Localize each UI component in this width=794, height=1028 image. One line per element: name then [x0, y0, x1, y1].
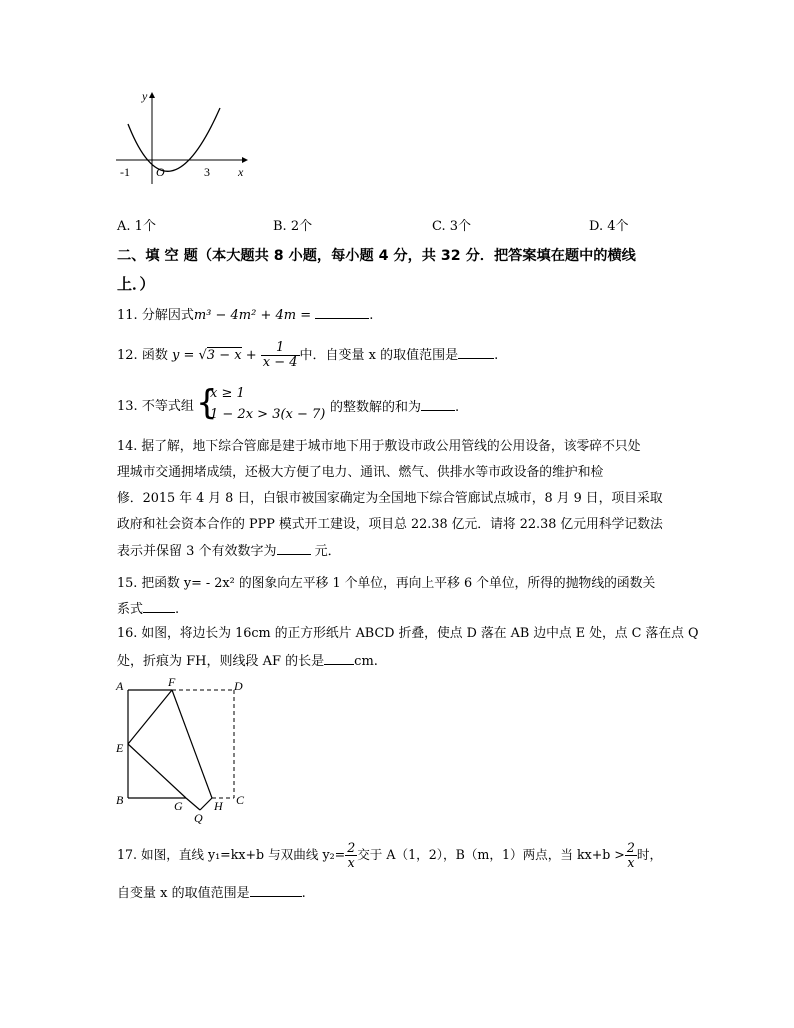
inequality-brace: {	[196, 383, 218, 423]
option-text: 4个	[607, 219, 629, 234]
option-text: 2个	[290, 219, 313, 234]
segment-qh	[200, 798, 212, 810]
sqrt-sign: √	[198, 348, 207, 363]
question-text: 不等式组	[141, 399, 194, 414]
question-17-line2	[117, 884, 306, 903]
question-16-line1: 16. 如图，将边长为 16cm 的正方形纸片 ABCD 折叠，使点 D 落在 AB 边中点 E 处，点 C 落在点 Q	[117, 626, 699, 641]
axis-y-label: y	[142, 89, 148, 103]
sqrt-body: 3 − x	[206, 348, 242, 363]
fraction-denominator: x	[347, 855, 355, 870]
question-14-line4: 政府和社会资本合作的 PPP 模式开工建设，项目总 22.38 亿元．请将 22.38 亿元用科学记数法	[117, 517, 663, 532]
question-text: 元．	[310, 544, 341, 559]
point-c-label: C	[236, 793, 245, 807]
tick-left-label: -1	[120, 165, 130, 179]
fraction	[345, 841, 357, 870]
fraction-denominator: x − 4	[262, 355, 298, 370]
option-a[interactable]	[117, 218, 156, 236]
fraction-numerator: 2	[347, 840, 356, 855]
section-heading-line1: 二、填 空 题（本大题共 8 小题，每小题 4 分，共 32 分．把答案填在题中的横线	[117, 248, 636, 264]
y-axis-arrow	[149, 92, 155, 98]
segment-eg	[128, 744, 186, 798]
question-number: 12.	[117, 348, 138, 363]
question-text: 中．自变量 x 的取值范围是	[299, 348, 459, 363]
question-12	[117, 340, 498, 372]
question-16-line2	[117, 652, 378, 671]
question-13-tail	[330, 398, 459, 417]
option-text: 1个	[134, 219, 156, 234]
question-14-line1: 14. 据了解，地下综合管廊是建于城市地下用于敷设市政公用管线的公用设备，该零碎不只处	[117, 439, 641, 454]
question-text: 处，折痕为 FH，则线段 AF 的长是	[117, 654, 325, 669]
answer-blank[interactable]	[458, 346, 494, 359]
point-f-label: F	[168, 675, 176, 689]
question-text: 函数	[141, 348, 168, 363]
question-14-line5	[117, 542, 341, 561]
origin-label: O	[156, 165, 165, 179]
segment-ef	[128, 690, 172, 744]
question-text: 系式	[117, 602, 144, 617]
option-letter: C.	[432, 219, 446, 234]
answer-blank[interactable]	[421, 398, 455, 411]
question-text: 的整数解的和为	[330, 400, 422, 415]
point-h-label: H	[214, 799, 223, 813]
point-d-label: D	[234, 679, 243, 693]
question-end: .	[455, 400, 460, 415]
question-end: .	[494, 348, 499, 363]
section-heading-line2: 上．）	[117, 275, 155, 293]
point-g-label: G	[174, 799, 183, 813]
option-c[interactable]	[432, 218, 471, 236]
question-text: 时，	[636, 847, 663, 862]
question-number: 11.	[117, 308, 138, 323]
question-11	[117, 306, 373, 325]
segment-gq	[186, 798, 200, 810]
fraction	[625, 841, 637, 870]
plus-sign: +	[245, 348, 257, 363]
question-end: .	[369, 308, 374, 323]
option-text: 3个	[449, 219, 472, 234]
math-expression: m³ − 4m² + 4m =	[193, 308, 312, 323]
fraction	[261, 341, 300, 370]
option-letter: D.	[589, 219, 604, 234]
question-13	[117, 398, 194, 416]
math-expression: y =	[171, 348, 195, 363]
fraction-numerator: 2	[626, 840, 635, 855]
answer-blank[interactable]	[315, 306, 369, 319]
answer-blank[interactable]	[143, 600, 175, 613]
question-number: 13.	[117, 399, 138, 414]
question-14-line2: 理城市交通拥堵成绩，还极大方便了电力、通讯、燃气、供排水等市政设备的维护和检	[117, 465, 604, 480]
question-text: 交于 A（1，2），B（m，1）两点，当 kx+b >	[357, 847, 625, 862]
folding-figure	[112, 674, 252, 824]
point-b-label: B	[116, 793, 124, 807]
question-end: cm.	[354, 654, 378, 669]
question-14-line3: 修．2015 年 4 月 8 日，白银市被国家确定为全国地下综合管廊试点城市，8 月 9 日，项目采取	[117, 491, 663, 506]
point-q-label: Q	[194, 811, 203, 824]
option-d[interactable]	[589, 218, 629, 236]
tick-right-label: 3	[204, 165, 210, 179]
option-letter: B.	[273, 219, 287, 234]
parabola-graph	[112, 88, 252, 188]
axis-x-label: x	[238, 165, 244, 179]
option-letter: A.	[117, 219, 131, 234]
question-17-line1	[117, 838, 662, 872]
question-15-line1: 15. 把函数 y= - 2x² 的图象向左平移 1 个单位，再向上平移 6 个单位，所得的抛物线的函数关	[117, 576, 656, 591]
parabola-curve	[128, 108, 220, 171]
question-15-line2	[117, 600, 179, 619]
question-number: 17.	[117, 847, 138, 862]
fraction-numerator: 1	[261, 341, 300, 356]
point-e-label: E	[116, 741, 124, 755]
question-text: 分解因式	[141, 308, 194, 323]
answer-blank[interactable]	[250, 884, 302, 897]
inequality-2: 1 − 2x > 3(x − 7)	[210, 407, 326, 422]
fraction-denominator: x	[627, 855, 635, 870]
question-text: 表示并保留 3 个有效数字为	[117, 544, 277, 559]
x-axis-arrow	[242, 157, 248, 163]
inequality-1: x ≥ 1	[210, 386, 245, 401]
option-b[interactable]	[273, 218, 312, 236]
question-end: .	[301, 886, 306, 901]
crease-fh	[172, 690, 212, 798]
question-text: 如图，直线 y₁=kx+b 与双曲线 y₂=	[141, 847, 346, 862]
answer-blank[interactable]	[277, 542, 311, 555]
answer-blank[interactable]	[324, 652, 354, 665]
question-text: 自变量 x 的取值范围是	[117, 886, 250, 901]
point-a-label: A	[116, 679, 124, 693]
question-end: .	[175, 602, 180, 617]
